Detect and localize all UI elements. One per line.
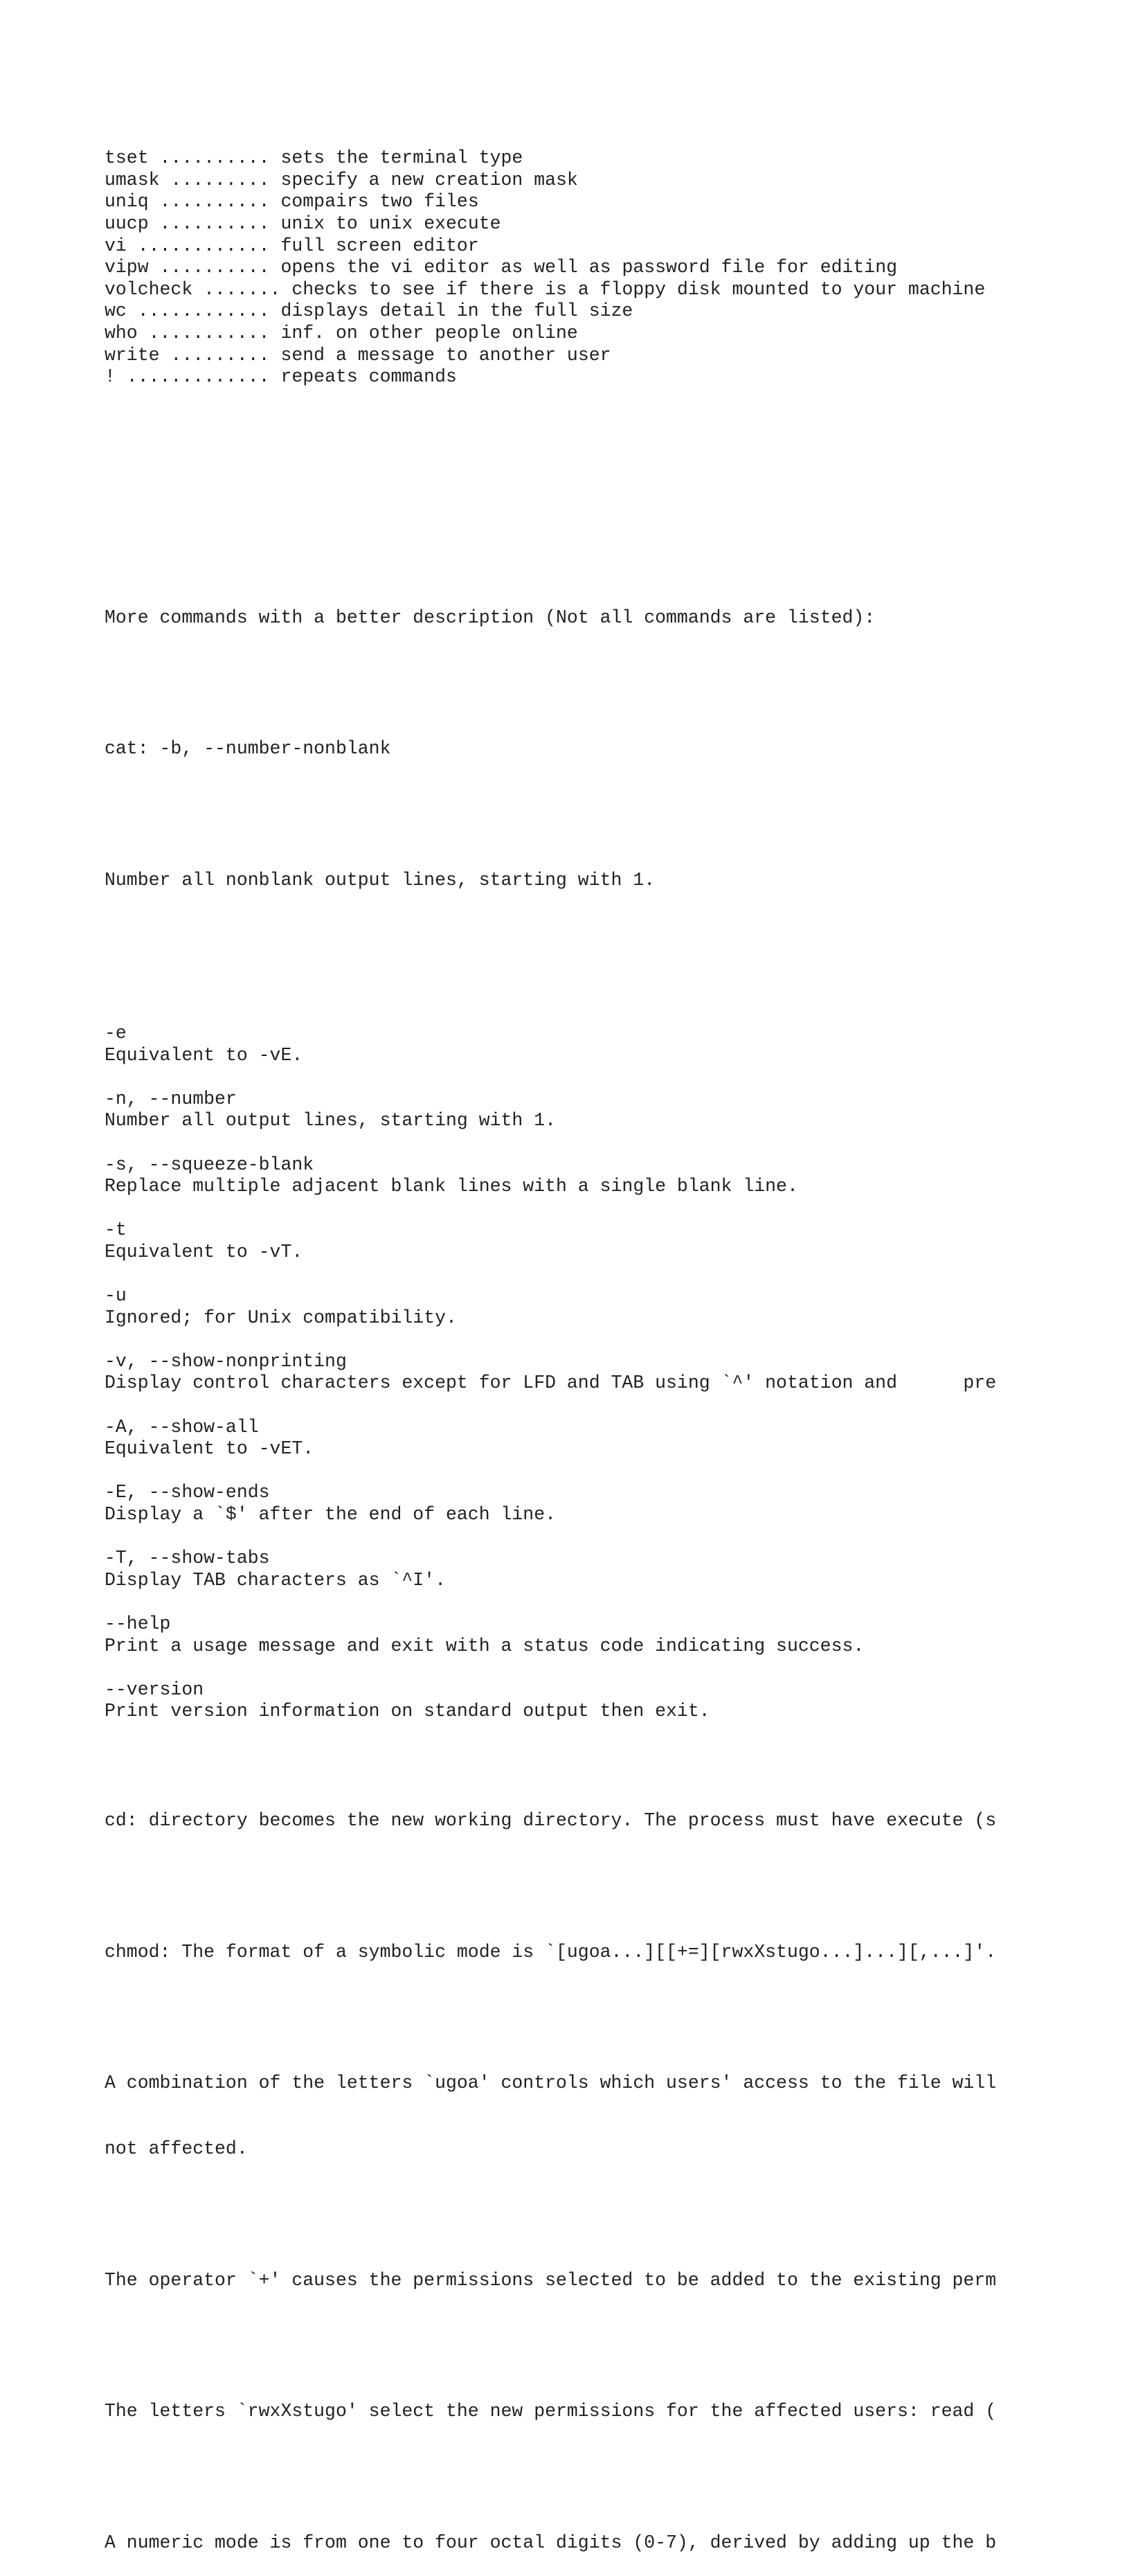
command-description: full screen editor: [280, 235, 479, 256]
intro-text: More commands with a better description (Not all commands are listed):: [105, 607, 876, 628]
command-name: !: [105, 366, 116, 388]
command-leader-dots: ............: [126, 301, 270, 322]
command-name: vipw: [105, 257, 149, 278]
command-description: repeats commands: [280, 366, 457, 388]
command-description: displays detail in the full size: [280, 301, 633, 322]
command-name: write: [105, 344, 160, 366]
command-description: sets the terminal type: [280, 147, 523, 169]
option-flag: -u: [105, 1285, 127, 1307]
option-flag: --version: [105, 1679, 204, 1700]
option-description: Equivalent to -vT.: [105, 1241, 303, 1262]
option-flag: --help: [105, 1613, 171, 1634]
command-row: [105, 366, 1046, 388]
option-description: Display control characters except for LFD and TAB using `^' notation and pre: [105, 1372, 997, 1394]
command-name: uniq: [105, 191, 149, 213]
option-description: Ignored; for Unix compatibility.: [105, 1307, 457, 1328]
command-row: [105, 323, 1046, 345]
option-flag: -v, --show-nonprinting: [105, 1350, 347, 1372]
option-description: Print version information on standard output then exit.: [105, 1701, 710, 1722]
command-list: [105, 147, 1046, 388]
numeric-mode-description: A numeric mode is from one to four octal digits (0-7), derived by adding up the b: [105, 2532, 997, 2553]
command-row: [105, 213, 1046, 235]
command-leader-dots: .........: [159, 169, 270, 190]
command-description: opens the vi editor as well as password file for editing: [280, 257, 898, 278]
command-description: checks to see if there is a floppy disk mounted to your machine: [291, 278, 986, 300]
command-leader-dots: ..........: [148, 147, 270, 169]
command-description: unix to unix execute: [280, 213, 501, 234]
option-description: Print a usage message and exit with a status code indicating success.: [105, 1635, 865, 1656]
command-row: [105, 170, 1046, 192]
chmod-description: chmod: The format of a symbolic mode is `[ugoa...][[+=][rwxXstugo...]...][,...]'.: [105, 1941, 997, 1962]
letters-description: The letters `rwxXstugo' select the new permissions for the affected users: read (: [105, 2401, 997, 2422]
combination-line-1: A combination of the letters `ugoa' controls which users' access to the file will: [105, 2073, 997, 2094]
command-leader-dots: .........: [159, 344, 270, 366]
command-name: who: [105, 322, 138, 343]
document-page: [105, 104, 1046, 2576]
command-row: [105, 235, 1046, 258]
command-leader-dots: .......: [192, 278, 281, 300]
command-description: inf. on other people online: [280, 322, 578, 343]
command-row: [105, 301, 1046, 323]
option-flag: -T, --show-tabs: [105, 1548, 270, 1569]
option-flag: -E, --show-ends: [105, 1482, 270, 1503]
command-name: tset: [105, 147, 149, 169]
command-name: uucp: [105, 213, 149, 234]
command-name: umask: [105, 169, 160, 190]
command-leader-dots: ...........: [137, 322, 270, 343]
command-row: [105, 279, 1046, 301]
command-leader-dots: ..........: [148, 213, 270, 234]
cat-heading: cat: -b, --number-nonblank: [105, 738, 391, 760]
option-flag: -s, --squeeze-blank: [105, 1154, 314, 1175]
command-row: [105, 191, 1046, 213]
combination-line-2: not affected.: [105, 2138, 248, 2160]
command-description: send a message to another user: [280, 344, 611, 366]
command-leader-dots: ..........: [148, 191, 270, 213]
command-row: [105, 345, 1046, 367]
command-description: specify a new creation mask: [280, 169, 578, 190]
option-flag: -n, --number: [105, 1088, 237, 1109]
option-description: Equivalent to -vE.: [105, 1044, 303, 1066]
command-leader-dots: .............: [115, 366, 270, 388]
command-row: [105, 147, 1046, 170]
option-description: Display a `$' after the end of each line.: [105, 1504, 557, 1525]
cd-description: cd: directory becomes the new working directory. The process must have execute (s: [105, 1810, 997, 1832]
command-leader-dots: ..........: [148, 257, 270, 278]
command-name: volcheck: [105, 278, 193, 300]
command-name: wc: [105, 301, 127, 322]
option-flag: -e: [105, 1022, 127, 1044]
command-description: compairs two files: [280, 191, 479, 213]
operator-description: The operator `+' causes the permissions selected to be added to the existing perm: [105, 2269, 997, 2291]
command-leader-dots: ............: [126, 235, 270, 256]
option-description: Equivalent to -vET.: [105, 1438, 314, 1460]
option-flag: -t: [105, 1219, 127, 1241]
option-description: Replace multiple adjacent blank lines with a single blank line.: [105, 1176, 798, 1197]
option-flag: -A, --show-all: [105, 1416, 259, 1438]
command-row: [105, 257, 1046, 279]
option-list: [105, 1023, 1046, 1745]
command-name: vi: [105, 235, 127, 256]
cat-b-description: Number all nonblank output lines, starting with 1.: [105, 869, 656, 891]
option-description: Display TAB characters as `^I'.: [105, 1569, 446, 1591]
option-description: Number all output lines, starting with 1.: [105, 1110, 557, 1132]
